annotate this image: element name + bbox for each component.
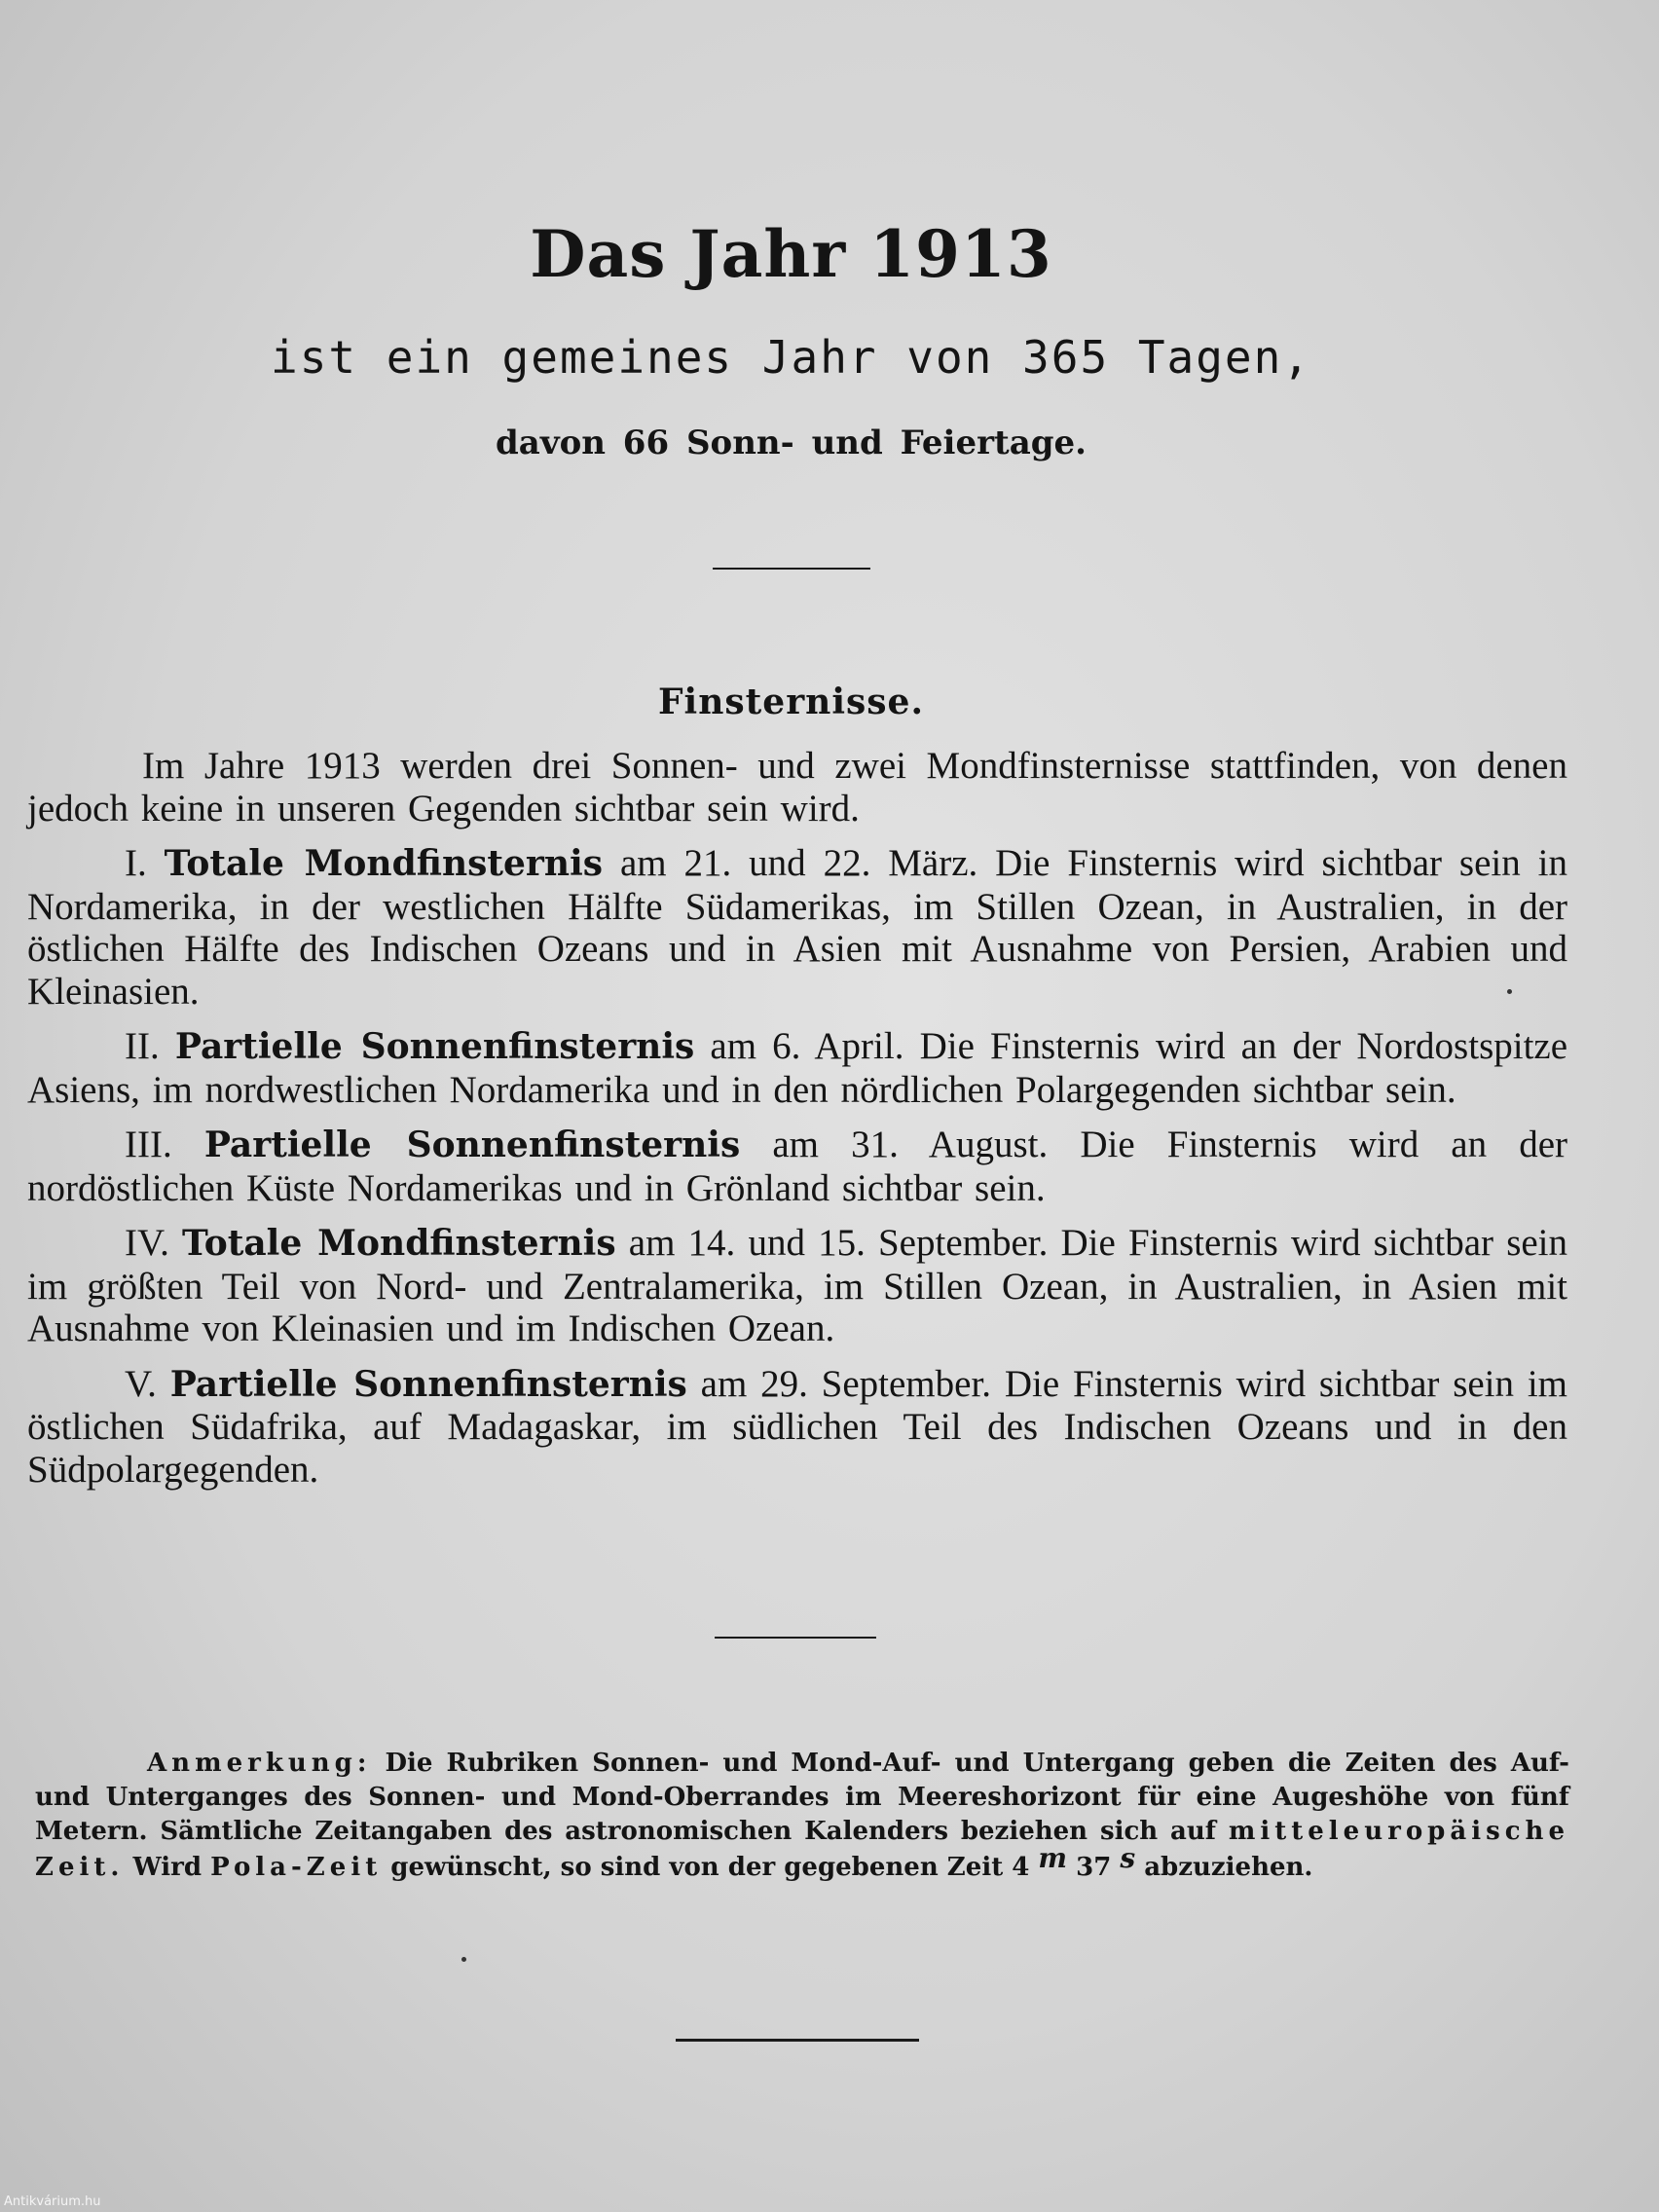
- print-speck: [1507, 989, 1512, 994]
- holidays-line: davon 66 Sonn- und Feiertage.: [496, 424, 1087, 462]
- eclipse-text: am 14. und 15. September. Die Finsternis wird sichtbar sein im größten Teil von Nord- und Zentralamerika, im Stillen Ozean, in Australien, in Asien mit Ausnahme von Kleinasien und im Indischen Ozean.: [27, 1222, 1568, 1349]
- eclipse-text: am 31. August. Die Finsternis wird an der nordöstlichen Küste Nordamerikas und in Grönland sichtbar sein.: [27, 1124, 1568, 1209]
- eclipse-text: am 21. und 22. März. Die Finsternis wird sichtbar sein in Nordamerika, in der westlichen Hälfte Südamerikas, im Stillen Ozean, in Australien, in der östlichen Hälfte des Indischen Ozeans und in Asien mit Ausnahme von Persien, Arabien und Kleinasien.: [27, 842, 1567, 1013]
- eclipse-paragraph: [27, 1363, 1567, 1492]
- eclipse-text: am 29. September. Die Finsternis wird sichtbar sein im östlichen Südafrika, auf Madagaskar, im südlichen Teil des Indischen Ozeans und in den Südpolargegenden.: [27, 1362, 1567, 1491]
- footnote-remark: [35, 1747, 1569, 1885]
- eclipse-numeral: V.: [125, 1362, 157, 1405]
- eclipses-body: [27, 745, 1567, 1503]
- year-subtitle: ist ein gemeines Jahr von 365 Tagen,: [271, 331, 1311, 384]
- divider-rule: [713, 568, 870, 570]
- eclipse-paragraph: [27, 1025, 1567, 1111]
- eclipse-paragraph: [27, 1222, 1567, 1350]
- print-speck: [461, 1957, 466, 1962]
- seconds-unit: s: [1120, 1842, 1136, 1874]
- note-emphasis: mitteleuropäische Zeit.: [35, 1817, 1569, 1882]
- eclipse-numeral: IV.: [125, 1222, 169, 1264]
- seconds-value: 37: [1076, 1853, 1112, 1882]
- eclipse-paragraph: [27, 842, 1567, 1013]
- eclipse-name: Partielle Sonnenfinsternis: [174, 1026, 695, 1067]
- eclipse-name: Totale Mondfinsternis: [182, 1223, 616, 1264]
- eclipse-paragraph: [27, 1124, 1567, 1209]
- eclipse-numeral: III.: [125, 1124, 172, 1165]
- note-text: gewünscht, so sind von der gegebenen Zeit 4: [390, 1853, 1030, 1882]
- section-title: Finsternisse.: [658, 682, 924, 722]
- note-text: Wird: [132, 1853, 203, 1882]
- note-label: Anmerkung:: [147, 1749, 372, 1778]
- eclipse-name: Partielle Sonnenfinsternis: [169, 1363, 687, 1405]
- note-emphasis: Pola-Zeit: [210, 1853, 383, 1882]
- watermark: Antikvárium.hu: [4, 2194, 101, 2209]
- eclipse-numeral: I.: [125, 842, 147, 884]
- divider-rule: [715, 1637, 876, 1639]
- eclipse-name: Totale Mondfinsternis: [164, 843, 604, 884]
- page-title: Das Jahr 1913: [530, 216, 1052, 292]
- eclipse-name: Partielle Sonnenfinsternis: [203, 1124, 741, 1165]
- intro-paragraph: Im Jahre 1913 werden drei Sonnen- und zwei Mondfinsternisse stattfinden, von denen jedoch keine in unseren Gegenden sichtbar sein wird.: [27, 745, 1567, 830]
- note-text: Die Rubriken Sonnen- und Mond-Auf- und Untergang geben die Zeiten des Auf- und Unterganges des Sonnen- und Mond-Oberrandes im Meereshorizont für eine Augeshöhe von fünf Metern. Sämtliche Zeitangaben des astronomischen Kalenders beziehen sich auf: [35, 1749, 1569, 1846]
- divider-rule: [676, 2039, 919, 2042]
- minutes-unit: m: [1038, 1842, 1068, 1874]
- eclipse-text: am 6. April. Die Finsternis wird an der Nordostspitze Asiens, im nordwestlichen Nordamerika und in den nördlichen Polargegenden sichtbar sein.: [27, 1025, 1568, 1111]
- eclipse-numeral: II.: [125, 1025, 160, 1067]
- note-text: abzuziehen.: [1144, 1853, 1313, 1882]
